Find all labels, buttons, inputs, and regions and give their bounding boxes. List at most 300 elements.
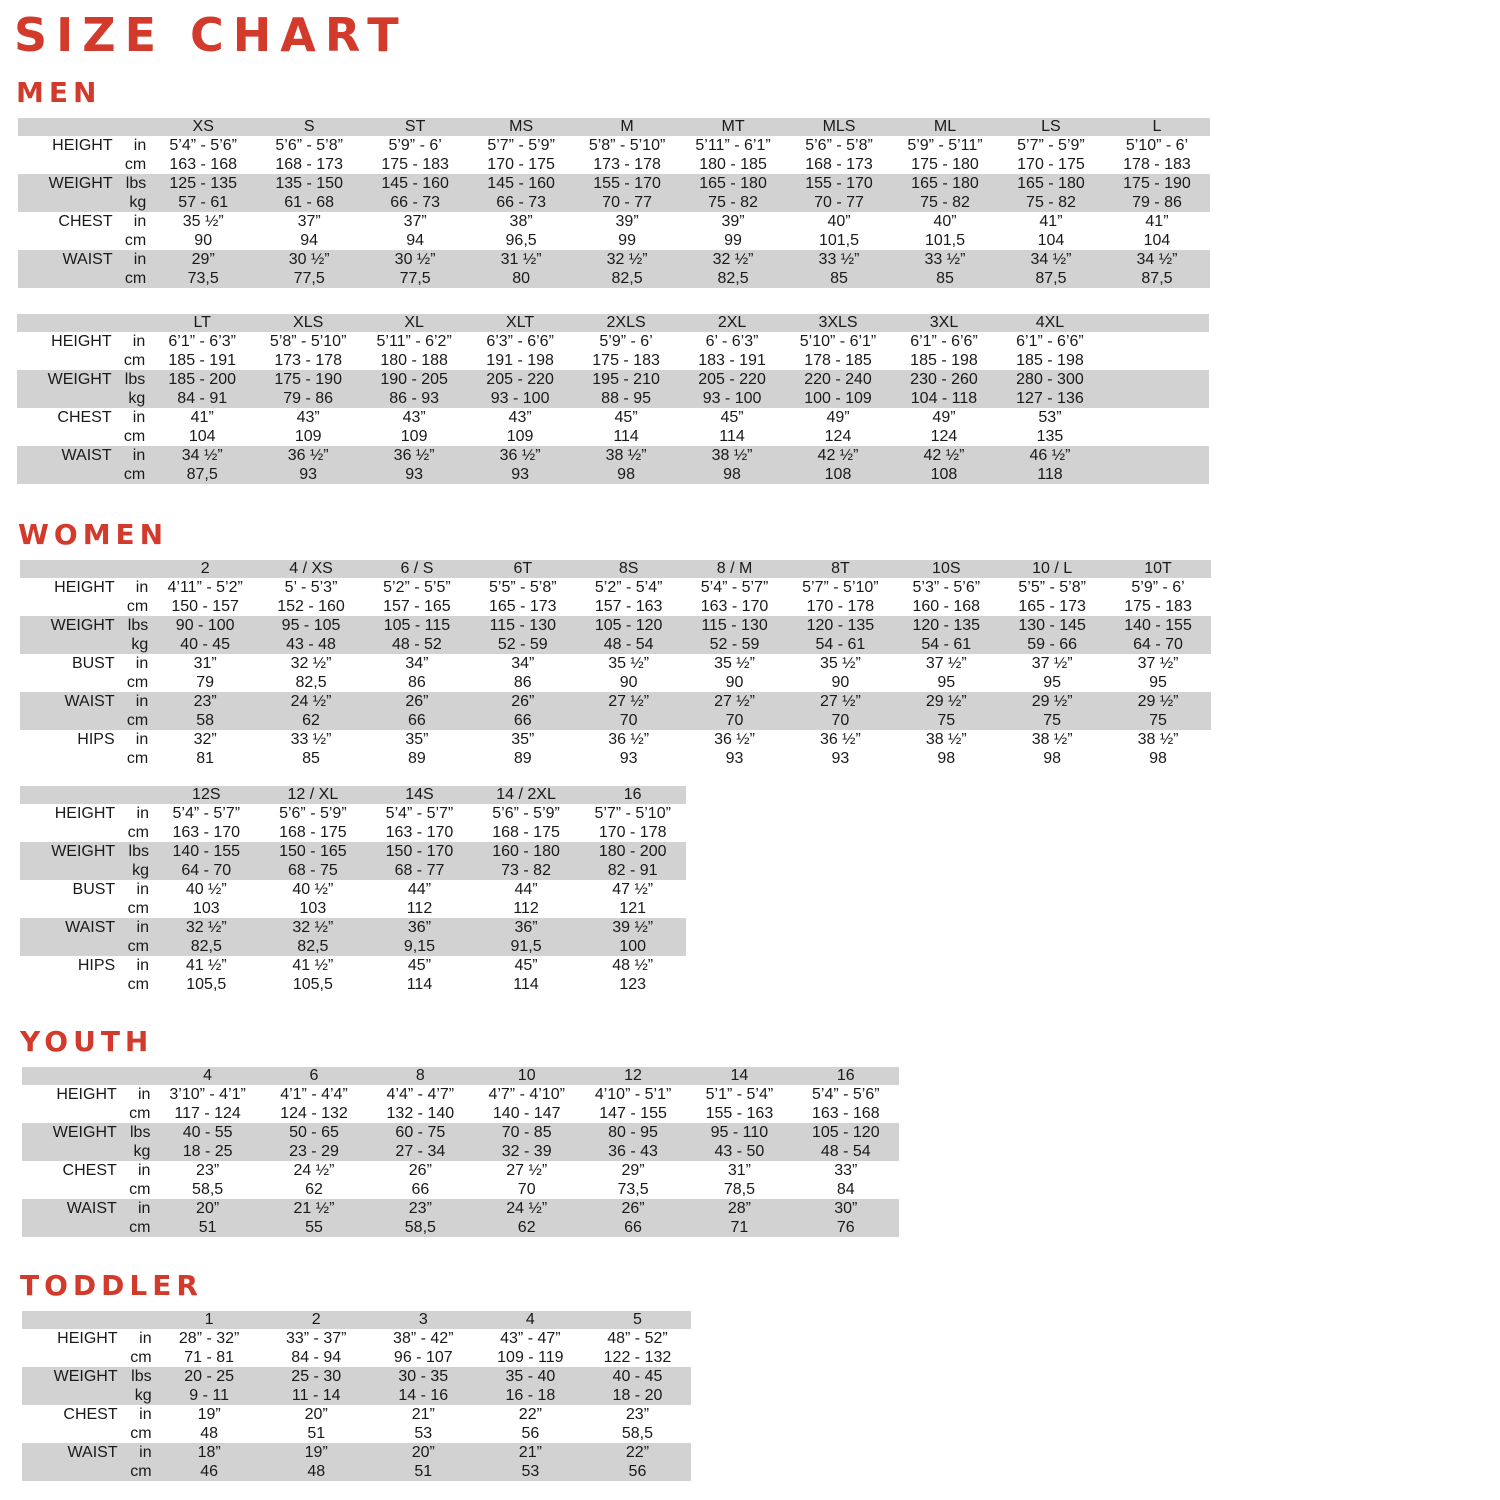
- measure-row: [20, 673, 1211, 692]
- size-value-cell: 170 - 175: [1017, 156, 1085, 173]
- men-size-table-1: [18, 118, 1210, 288]
- size-value-cell: 58,5: [367, 1218, 473, 1237]
- measure-row: [20, 880, 686, 899]
- measure-label: HEIGHT: [54, 579, 115, 596]
- size-value-cell: 64 - 70: [1105, 635, 1211, 654]
- size-value-cell: 121: [619, 900, 647, 917]
- size-value-cell: 33”: [834, 1162, 858, 1179]
- size-value-cell: 35 ½”: [714, 655, 755, 672]
- measure-label: [20, 635, 117, 654]
- size-value-cell: 160 - 168: [912, 598, 981, 615]
- size-value-cell: 118: [997, 465, 1103, 484]
- size-value-cell: 41”: [1145, 213, 1169, 230]
- size-value-cell: 5’10” - 6’1”: [799, 333, 877, 350]
- header-blank-cell: [20, 560, 117, 578]
- size-value-cell: 4’11” - 5’2”: [167, 579, 243, 596]
- unit-label: in: [135, 655, 149, 672]
- measure-row: [17, 465, 1209, 484]
- size-value-cell: 173 - 178: [274, 352, 342, 369]
- size-value-cell: 114: [513, 976, 539, 993]
- size-value-cell: 34 ½”: [149, 446, 255, 465]
- size-value-cell: 195 - 210: [573, 370, 679, 389]
- size-value-cell: 51: [154, 1218, 260, 1237]
- measure-row: [20, 730, 1211, 749]
- size-value-cell: 168 - 175: [492, 824, 560, 841]
- size-value-cell: 96 - 107: [393, 1349, 453, 1366]
- unit-label: in: [132, 409, 146, 426]
- size-value-cell: 23”: [196, 1162, 220, 1179]
- unit-label: kg: [115, 193, 151, 212]
- unit-label: in: [135, 579, 149, 596]
- size-value-cell: 40 - 45: [584, 1367, 691, 1386]
- size-value-cell: 115 - 130: [682, 616, 788, 635]
- size-value-cell: 5’7” - 5’10”: [594, 805, 671, 822]
- measure-row: [17, 351, 1209, 370]
- size-value-cell: 70: [517, 1181, 536, 1198]
- unit-label: cm: [123, 352, 146, 369]
- size-value-cell: 35”: [405, 731, 429, 748]
- unit-label: in: [132, 333, 146, 350]
- unit-label: cm: [130, 1349, 152, 1366]
- size-value-cell: 109 - 119: [497, 1349, 564, 1366]
- size-value-cell: 32 - 39: [474, 1142, 580, 1161]
- size-value-cell: 39”: [721, 213, 745, 230]
- size-value-cell: 180 - 188: [380, 352, 448, 369]
- size-value-cell: 62: [305, 1181, 323, 1198]
- unit-label: in: [136, 957, 149, 974]
- measure-row: [20, 899, 686, 918]
- size-value-cell: 93: [831, 750, 850, 767]
- size-header-m: M: [574, 118, 680, 136]
- size-header-4xl: 4XL: [997, 314, 1103, 332]
- size-value-cell: 79 - 86: [1104, 193, 1210, 212]
- size-value-cell: 6’1” - 6’6”: [910, 333, 978, 350]
- size-value-cell: 37”: [403, 213, 427, 230]
- size-value-cell: 48: [200, 1425, 219, 1442]
- measure-row: [22, 1386, 691, 1405]
- size-value-cell: 112: [513, 900, 539, 917]
- unit-label: cm: [124, 232, 147, 249]
- size-value-cell: 168 - 173: [805, 156, 873, 173]
- size-value-cell: 29”: [150, 250, 256, 269]
- size-value-cell: 47 ½”: [612, 881, 654, 898]
- size-value-cell: 120 - 135: [893, 616, 999, 635]
- unit-label: kg: [114, 389, 150, 408]
- measure-label: [20, 673, 117, 692]
- measure-row: [22, 1348, 691, 1367]
- size-value-cell: 150 - 157: [171, 598, 239, 615]
- size-value-cell: 24 ½”: [258, 692, 364, 711]
- size-value-cell: 21”: [411, 1406, 435, 1423]
- measure-label: CHEST: [58, 213, 113, 230]
- unit-label: cm: [127, 900, 149, 917]
- unit-label: kg: [119, 1142, 155, 1161]
- header-blank-cell: [20, 786, 117, 804]
- size-value-cell: 87,5: [149, 465, 255, 484]
- measure-row: [20, 711, 1211, 730]
- size-header-10: 10: [474, 1067, 580, 1085]
- size-value-cell: 45”: [514, 957, 538, 974]
- size-value-cell: 23”: [152, 692, 258, 711]
- unit-label: in: [137, 1162, 151, 1179]
- size-value-cell: 5’11” - 6’1”: [695, 137, 771, 154]
- size-value-cell: 77,5: [362, 269, 468, 288]
- size-value-cell: 205 - 220: [467, 370, 573, 389]
- size-value-cell: 44”: [514, 881, 538, 898]
- unit-label: in: [133, 213, 147, 230]
- size-value-cell: 165 - 173: [1018, 598, 1086, 615]
- header-blank-cell: [17, 314, 114, 332]
- measure-label: WAIST: [18, 250, 115, 269]
- size-value-cell: 66 - 73: [468, 193, 574, 212]
- size-header-2: 2: [263, 1311, 370, 1329]
- measure-label: [20, 861, 117, 880]
- size-value-cell: 165 - 173: [488, 598, 557, 615]
- size-value-cell: 52 - 59: [470, 635, 576, 654]
- size-value-cell: [1103, 389, 1209, 408]
- size-value-cell: 140 - 155: [153, 842, 260, 861]
- size-value-cell: 165 - 180: [998, 174, 1104, 193]
- size-value-cell: 180 - 200: [579, 842, 686, 861]
- size-value-cell: 150 - 165: [260, 842, 367, 861]
- size-value-cell: 27 ½”: [787, 692, 893, 711]
- size-value-cell: 100 - 109: [785, 389, 891, 408]
- size-value-cell: 135: [1036, 428, 1064, 445]
- measure-label: WAIST: [20, 918, 117, 937]
- size-value-cell: 5’ - 5’3”: [284, 579, 338, 596]
- size-value-cell: 94: [300, 232, 319, 249]
- size-value-cell: 155 - 170: [574, 174, 680, 193]
- unit-label: in: [120, 1443, 156, 1462]
- measure-row: [22, 1405, 691, 1424]
- size-value-cell: 175 - 190: [255, 370, 361, 389]
- header-blank-cell: [22, 1067, 119, 1085]
- size-value-cell: 29”: [621, 1162, 645, 1179]
- size-value-cell: 130 - 145: [999, 616, 1105, 635]
- size-value-cell: 61 - 68: [256, 193, 362, 212]
- size-value-cell: 98: [1043, 750, 1062, 767]
- size-value-cell: 103: [299, 900, 327, 917]
- unit-label: lbs: [119, 1123, 155, 1142]
- size-value-cell: 35 ½”: [819, 655, 861, 672]
- size-value-cell: 36 - 43: [580, 1142, 686, 1161]
- unit-label: kg: [120, 1386, 156, 1405]
- size-value-cell: 56: [584, 1462, 691, 1481]
- size-value-cell: 49”: [826, 409, 850, 426]
- size-value-cell: 5’9” - 5’11”: [907, 137, 983, 154]
- size-value-cell: 175 - 183: [381, 156, 449, 173]
- size-value-cell: 5’4” - 5’7”: [700, 579, 769, 596]
- size-value-cell: 20”: [370, 1443, 477, 1462]
- size-value-cell: 78,5: [723, 1181, 755, 1198]
- size-value-cell: 27 - 34: [367, 1142, 473, 1161]
- measure-label: WEIGHT: [18, 174, 115, 193]
- size-value-cell: 98: [573, 465, 679, 484]
- size-value-cell: 48 - 54: [793, 1142, 899, 1161]
- measure-row: [20, 956, 686, 975]
- size-value-cell: 96,5: [505, 232, 537, 249]
- measure-label: WAIST: [22, 1199, 119, 1218]
- size-value-cell: 5’6” - 5’9”: [279, 805, 347, 822]
- size-value-cell: 48 - 52: [364, 635, 470, 654]
- measure-label: HEIGHT: [54, 805, 116, 822]
- size-value-cell: 140 - 155: [1105, 616, 1211, 635]
- measure-row: [20, 975, 686, 994]
- size-value-cell: 37 ½”: [1137, 655, 1179, 672]
- size-value-cell: 40 - 45: [152, 635, 258, 654]
- size-value-cell: 32”: [193, 731, 217, 748]
- size-value-cell: 43” - 47”: [500, 1330, 561, 1347]
- measure-row: [20, 842, 686, 861]
- size-value-cell: 155 - 163: [705, 1105, 774, 1122]
- measure-row: [22, 1104, 899, 1123]
- size-value-cell: 32 ½”: [260, 918, 367, 937]
- size-value-cell: 23 - 29: [261, 1142, 367, 1161]
- size-value-cell: 205 - 220: [679, 370, 785, 389]
- size-value-cell: 45”: [614, 409, 638, 426]
- size-value-cell: 175 - 180: [911, 156, 979, 173]
- size-value-cell: 98: [1149, 750, 1167, 767]
- size-value-cell: 82,5: [260, 937, 367, 956]
- measure-row: [20, 635, 1211, 654]
- size-value-cell: 91,5: [473, 937, 580, 956]
- unit-label: in: [136, 805, 149, 822]
- size-value-cell: 175 - 190: [1104, 174, 1210, 193]
- size-header-s: S: [256, 118, 362, 136]
- measure-row: [20, 654, 1211, 673]
- size-value-cell: 36 ½”: [255, 446, 361, 465]
- measure-label: [22, 1348, 120, 1367]
- size-value-cell: 19”: [263, 1443, 370, 1462]
- size-value-cell: 5’5” - 5’8”: [1018, 579, 1086, 596]
- size-value-cell: 43 - 48: [258, 635, 364, 654]
- size-value-cell: 5’8” - 5’10”: [269, 333, 347, 350]
- size-value-cell: 14 - 16: [370, 1386, 477, 1405]
- unit-label: cm: [129, 1181, 151, 1198]
- size-header-8t: 8T: [787, 560, 893, 578]
- size-value-cell: 30 ½”: [362, 250, 468, 269]
- measure-row: [20, 861, 686, 880]
- size-value-cell: 80 - 95: [580, 1123, 686, 1142]
- size-value-cell: [1103, 446, 1209, 465]
- size-value-cell: 75 - 82: [998, 193, 1104, 212]
- unit-label: lbs: [115, 174, 151, 193]
- size-value-cell: [1103, 408, 1209, 427]
- unit-label: in: [139, 1330, 152, 1347]
- size-value-cell: 104: [1143, 232, 1171, 249]
- size-value-cell: 155 - 170: [786, 174, 892, 193]
- measure-label: [18, 269, 115, 288]
- size-value-cell: 117 - 124: [174, 1105, 241, 1122]
- size-value-cell: 37 ½”: [1031, 655, 1073, 672]
- size-value-cell: 39”: [615, 213, 639, 230]
- size-value-cell: 145 - 160: [362, 174, 468, 193]
- size-value-cell: 53: [477, 1462, 584, 1481]
- size-value-cell: 180 - 185: [699, 156, 767, 173]
- size-value-cell: 5’7” - 5’10”: [802, 579, 879, 596]
- size-value-cell: 18 - 20: [584, 1386, 691, 1405]
- size-value-cell: 35 - 40: [477, 1367, 584, 1386]
- size-value-cell: 90: [831, 674, 850, 691]
- size-value-cell: 48 ½”: [612, 957, 654, 974]
- unit-label: in: [135, 731, 149, 748]
- header-blank-cell: [18, 118, 115, 136]
- size-value-cell: 38 ½”: [1137, 731, 1179, 748]
- size-value-cell: 18 - 25: [154, 1142, 260, 1161]
- size-value-cell: 75: [893, 711, 999, 730]
- size-value-cell: 5’6” - 5’8”: [805, 137, 873, 154]
- size-header-3xl: 3XL: [891, 314, 997, 332]
- size-value-cell: 20”: [304, 1406, 328, 1423]
- size-value-cell: 93: [619, 750, 638, 767]
- size-value-cell: 95: [1043, 674, 1062, 691]
- measure-label: HEIGHT: [56, 1086, 117, 1103]
- size-value-cell: 66: [580, 1218, 686, 1237]
- unit-label: cm: [119, 1218, 155, 1237]
- size-value-cell: 132 - 140: [386, 1105, 455, 1122]
- measure-row: [18, 155, 1210, 174]
- size-value-cell: 93: [725, 750, 744, 767]
- size-value-cell: 123: [619, 976, 647, 993]
- size-header-3: 3: [370, 1311, 477, 1329]
- size-header-row: [18, 118, 1210, 136]
- unit-label: in: [117, 692, 153, 711]
- size-value-cell: 93 - 100: [679, 389, 785, 408]
- size-value-cell: 170 - 178: [598, 824, 667, 841]
- unit-label: cm: [130, 1425, 152, 1442]
- size-value-cell: 43”: [402, 409, 426, 426]
- size-value-cell: 23”: [625, 1406, 650, 1423]
- size-value-cell: [1103, 370, 1209, 389]
- measure-label: WAIST: [22, 1443, 120, 1462]
- size-value-cell: 163 - 170: [172, 824, 241, 841]
- unit-label: cm: [126, 674, 149, 691]
- unit-label: cm: [124, 156, 147, 173]
- size-value-cell: [1103, 465, 1209, 484]
- size-value-cell: 168 - 173: [275, 156, 343, 173]
- measure-row: [22, 1142, 899, 1161]
- size-header-ms: MS: [468, 118, 574, 136]
- size-value-cell: 90: [194, 232, 213, 249]
- size-value-cell: 163 - 170: [700, 598, 769, 615]
- size-value-cell: 70 - 77: [574, 193, 680, 212]
- measure-label: [22, 1104, 119, 1123]
- size-value-cell: 79 - 86: [255, 389, 361, 408]
- size-value-cell: 173 - 178: [593, 156, 661, 173]
- size-value-cell: 48 - 54: [576, 635, 682, 654]
- size-value-cell: 185 - 191: [168, 352, 236, 369]
- measure-row: [22, 1367, 691, 1386]
- unit-label: cm: [127, 824, 149, 841]
- size-value-cell: 6’3” - 6’6”: [486, 333, 554, 350]
- measure-label: [20, 711, 117, 730]
- size-value-cell: 165 - 180: [680, 174, 786, 193]
- size-value-cell: 70: [682, 711, 788, 730]
- size-value-cell: 38 ½”: [679, 446, 785, 465]
- size-value-cell: 93: [361, 465, 467, 484]
- size-header-16: 16: [793, 1067, 899, 1085]
- size-value-cell: 152 - 160: [277, 598, 345, 615]
- size-value-cell: 68 - 77: [366, 861, 473, 880]
- size-value-cell: 62: [474, 1218, 580, 1237]
- size-header-12s: 12S: [153, 786, 260, 804]
- size-value-cell: 175 - 183: [1124, 598, 1192, 615]
- size-value-cell: 29 ½”: [893, 692, 999, 711]
- size-value-cell: 165 - 180: [892, 174, 998, 193]
- size-header-lt: LT: [149, 314, 255, 332]
- size-value-cell: 95: [937, 674, 956, 691]
- measure-row: [22, 1199, 899, 1218]
- size-header-row: [20, 786, 686, 804]
- size-value-cell: 77,5: [256, 269, 362, 288]
- size-value-cell: 5’5” - 5’8”: [488, 579, 557, 596]
- size-value-cell: 50 - 65: [261, 1123, 367, 1142]
- size-value-cell: 124: [930, 428, 958, 445]
- unit-label: in: [139, 1406, 152, 1423]
- size-value-cell: 170 - 178: [806, 598, 875, 615]
- measure-row: [17, 408, 1209, 427]
- size-value-cell: 53”: [1038, 409, 1062, 426]
- size-value-cell: 64 - 70: [153, 861, 260, 880]
- size-value-cell: 90: [725, 674, 744, 691]
- size-value-cell: 29 ½”: [999, 692, 1105, 711]
- size-value-cell: 43”: [296, 409, 320, 426]
- size-value-cell: 105,5: [186, 976, 227, 993]
- size-value-cell: 43”: [508, 409, 532, 426]
- size-value-cell: 87,5: [1104, 269, 1210, 288]
- measure-row: [18, 193, 1210, 212]
- size-value-cell: 183 - 191: [698, 352, 766, 369]
- unit-label: in: [137, 1086, 151, 1103]
- measure-row: [18, 231, 1210, 250]
- size-value-cell: 46: [156, 1462, 263, 1481]
- size-value-cell: 5’9” - 6’: [1131, 579, 1185, 596]
- measure-row: [22, 1462, 691, 1481]
- size-value-cell: 35”: [511, 731, 535, 748]
- size-value-cell: 39 ½”: [579, 918, 686, 937]
- size-value-cell: 54 - 61: [787, 635, 893, 654]
- size-header-4-xs: 4 / XS: [258, 560, 364, 578]
- size-value-cell: 178 - 185: [804, 352, 872, 369]
- measure-row: [18, 212, 1210, 231]
- size-value-cell: 157 - 165: [383, 598, 451, 615]
- size-value-cell: 105 - 120: [576, 616, 682, 635]
- size-value-cell: 170 - 175: [487, 156, 555, 173]
- measure-label: WAIST: [20, 692, 117, 711]
- size-value-cell: 36”: [473, 918, 580, 937]
- size-value-cell: 41 ½”: [292, 957, 334, 974]
- size-value-cell: 5’4” - 5’6”: [169, 137, 237, 154]
- size-value-cell: 220 - 240: [785, 370, 891, 389]
- size-header-16: 16: [579, 786, 686, 804]
- measure-label: [20, 975, 117, 994]
- size-value-cell: 58: [152, 711, 258, 730]
- size-value-cell: 71: [686, 1218, 792, 1237]
- size-value-cell: 32 ½”: [680, 250, 786, 269]
- size-value-cell: 82,5: [295, 674, 327, 691]
- size-value-cell: 20”: [154, 1199, 260, 1218]
- size-value-cell: 45”: [720, 409, 744, 426]
- size-value-cell: 30”: [793, 1199, 899, 1218]
- size-value-cell: 62: [258, 711, 364, 730]
- header-blank-cell: [120, 1311, 156, 1329]
- size-value-cell: 108: [891, 465, 997, 484]
- measure-label: [20, 899, 117, 918]
- unit-label: in: [114, 446, 150, 465]
- size-value-cell: 26”: [408, 1162, 432, 1179]
- size-value-cell: 163 - 168: [169, 156, 237, 173]
- size-value-cell: 40 - 55: [154, 1123, 260, 1142]
